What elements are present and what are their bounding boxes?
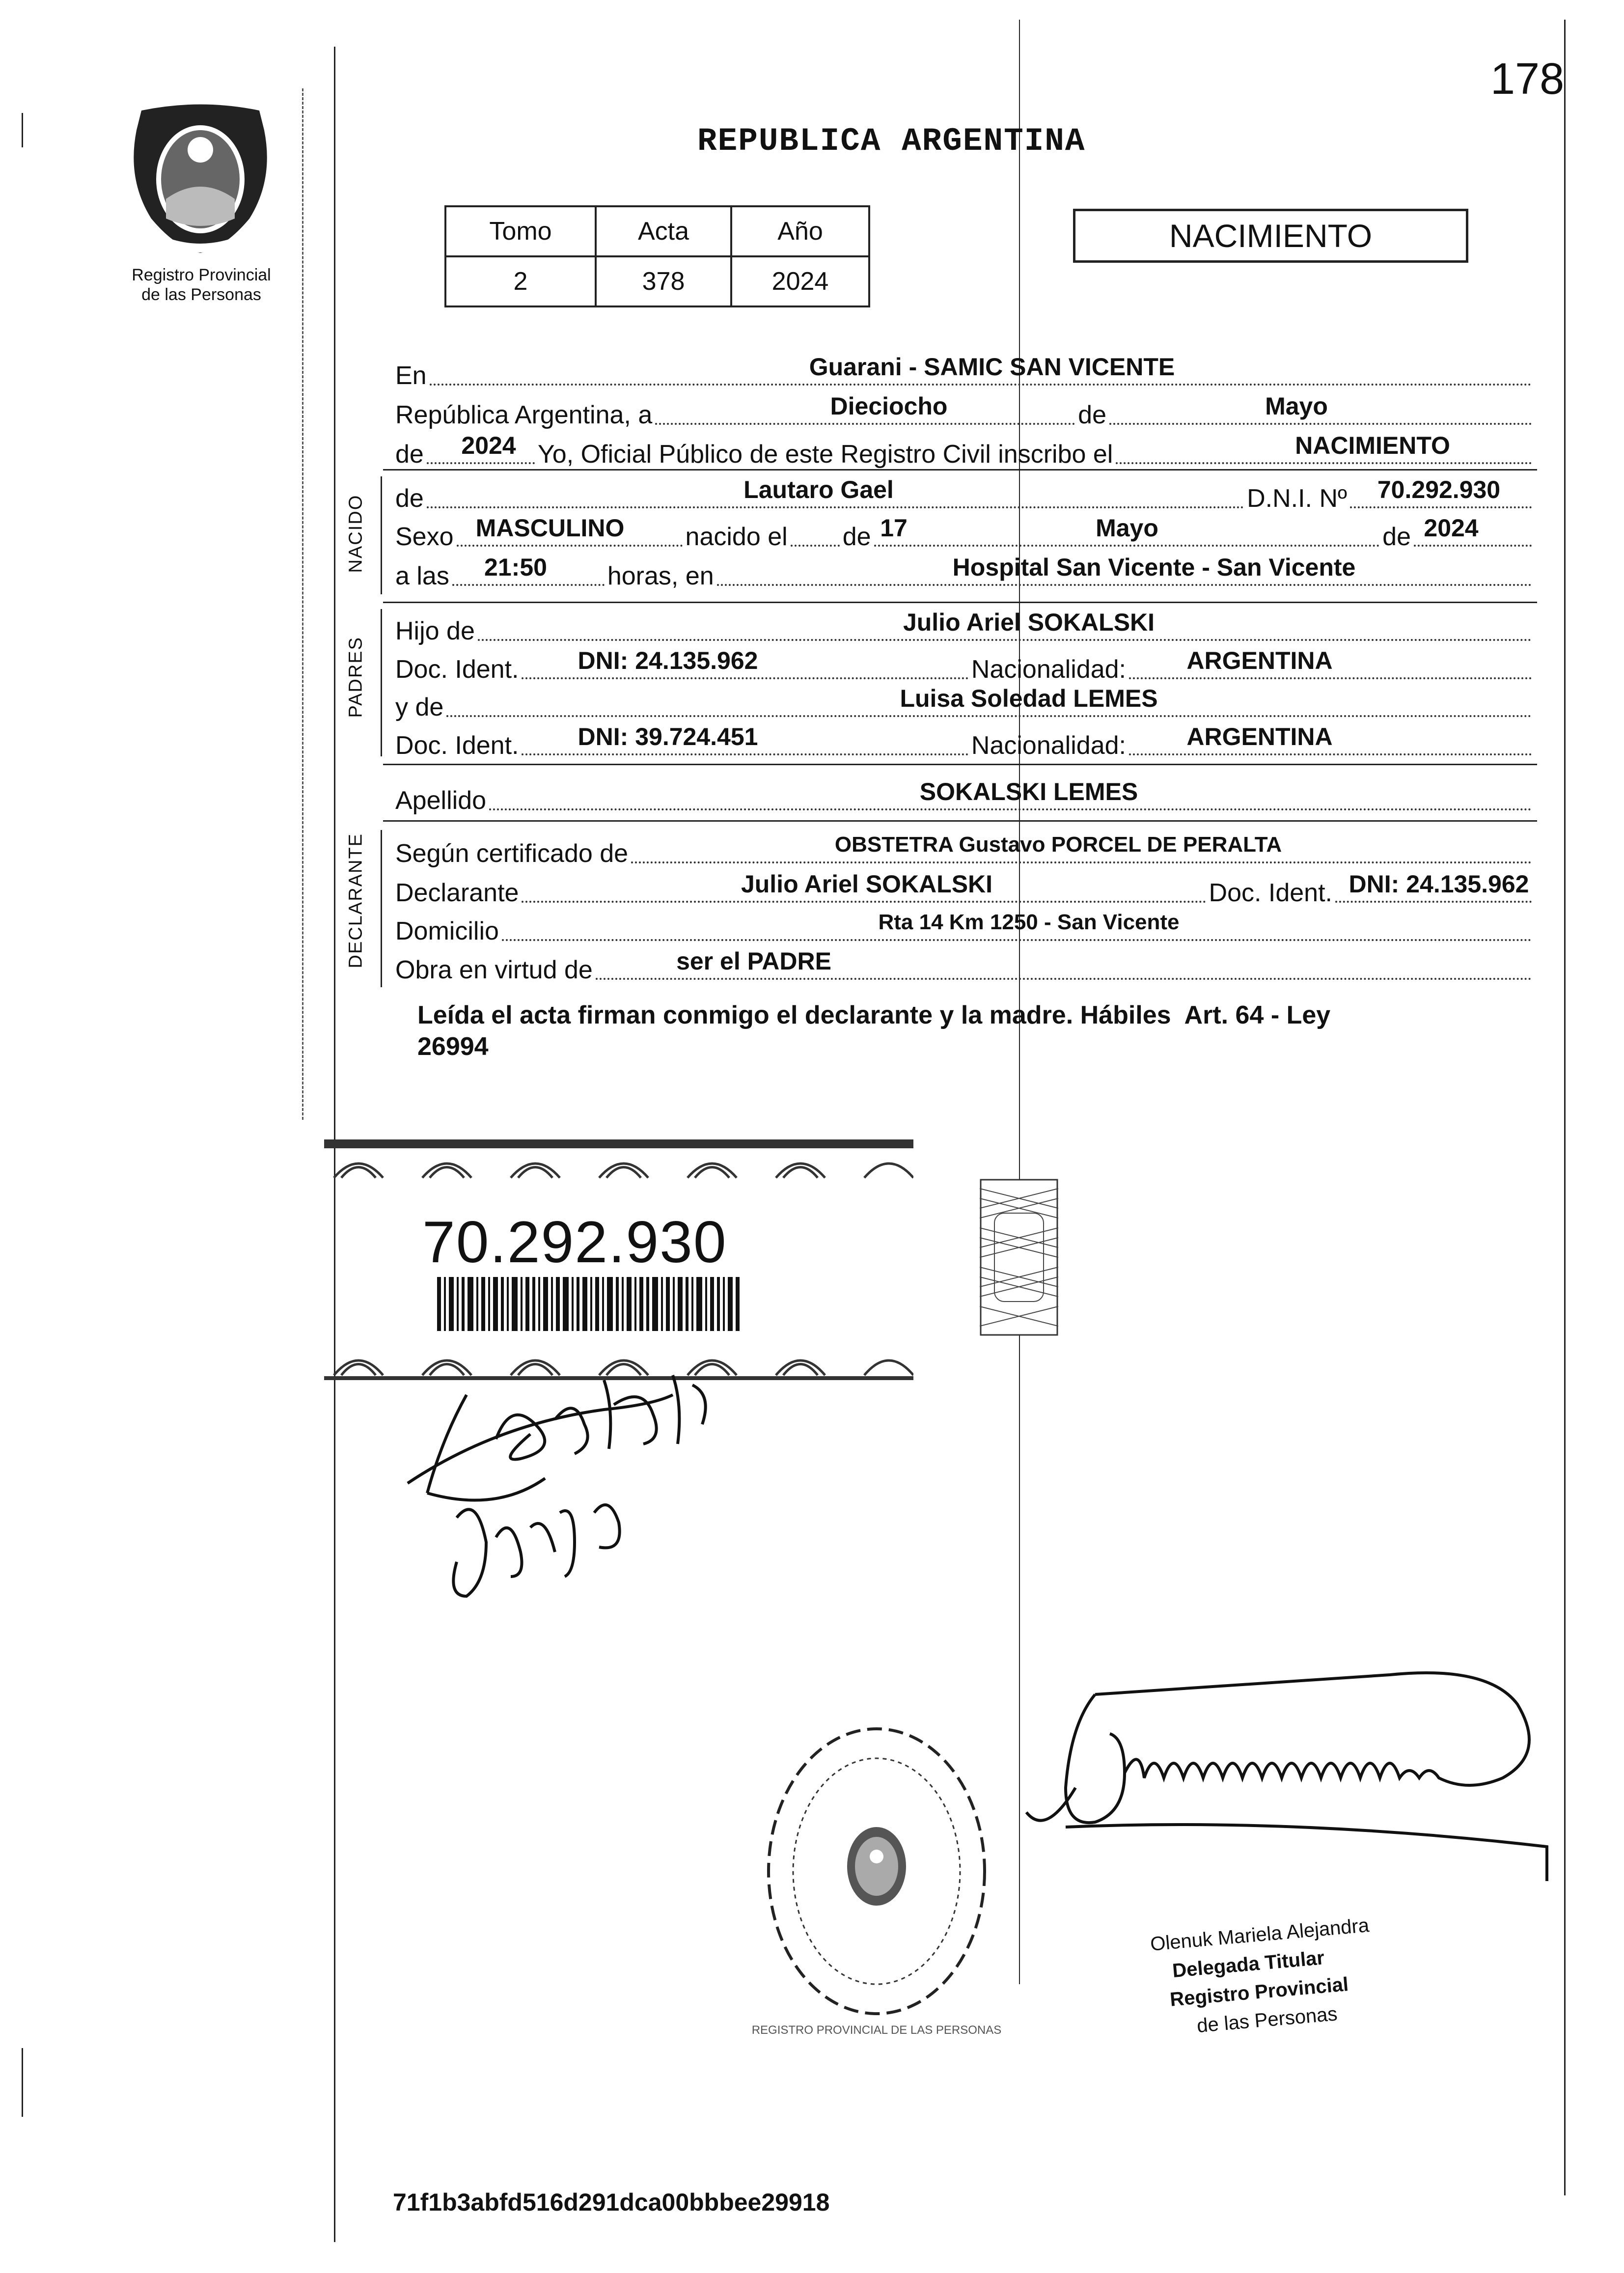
declarante-doc-value: DNI: 24.135.962: [1349, 870, 1529, 898]
row-oficial: [395, 432, 1535, 469]
document-type: NACIMIENTO: [1169, 218, 1373, 254]
right-margin-line: [1564, 20, 1566, 2195]
de3-label: de: [395, 484, 424, 513]
logo-caption-line2: de las Personas: [141, 285, 261, 304]
acto-value: NACIMIENTO: [1295, 432, 1450, 459]
provincial-coat-of-arms-logo: [127, 101, 274, 258]
dni-dotted-line: [1350, 506, 1532, 508]
hora-dotted-line: [452, 584, 605, 586]
row-padre-doc: [395, 647, 1535, 684]
nac-anio-value: 2024: [1424, 514, 1479, 542]
row-declarante: [395, 870, 1535, 908]
row-hijo-de: [395, 609, 1535, 646]
apellido-dotted-line: [489, 808, 1532, 810]
document-hash: 71f1b3abfd516d291dca00bbbee29918: [393, 2189, 830, 2216]
acto-dotted-line: [1116, 462, 1532, 464]
tomo-value: 2: [445, 256, 596, 306]
doc-ident3-label: Doc. Ident.: [1209, 879, 1332, 907]
declarante-bracket: [381, 830, 382, 987]
declarante-doc-dotted-line: [1335, 901, 1532, 903]
apellido-value: SOKALSKI LEMES: [919, 778, 1138, 805]
official-signature: [997, 1665, 1557, 1940]
section-label-nacido: NACIDO: [345, 494, 366, 573]
republica-label: República Argentina, a: [395, 401, 653, 429]
hijo-de-label: Hijo de: [395, 617, 475, 645]
sticker-top-pattern: [324, 1139, 913, 1179]
sexo-value: MASCULINO: [475, 514, 625, 542]
official-round-seal: [754, 1719, 999, 2024]
dia-value: Dieciocho: [830, 392, 948, 420]
oficial-text: Yo, Oficial Público de este Registro Civil inscribo el: [537, 440, 1113, 469]
lugar-value: Hospital San Vicente - San Vicente: [952, 554, 1356, 581]
de4-label: de: [842, 523, 871, 551]
nacionalidad-label: Nacionalidad:: [971, 655, 1126, 684]
hora-value: 21:50: [484, 554, 547, 581]
madre-doc-value: DNI: 39.724.451: [578, 723, 758, 750]
sexo-dotted-line: [457, 545, 683, 547]
padre-doc-dotted-line: [522, 677, 968, 679]
de2-label: de: [395, 440, 424, 469]
country-title: REPUBLICA ARGENTINA: [697, 123, 1086, 160]
row-y-de: [395, 685, 1535, 722]
lugar-dotted-line: [717, 584, 1532, 586]
nac-dia-dotted-line: [791, 545, 840, 547]
padre-nac-value: ARGENTINA: [1186, 647, 1333, 674]
nombre-value: Lautaro Gael: [743, 476, 894, 503]
mes-dotted-line: [1109, 423, 1532, 425]
closing-line-1: Leída el acta firman conmigo el declarante y la madre. Hábiles Art. 64 - Ley: [417, 1001, 1331, 1029]
certificado-value: OBSTETRA Gustavo PORCEL DE PERALTA: [834, 832, 1282, 857]
row-en: [395, 353, 1535, 390]
doc-ident-label: Doc. Ident.: [395, 655, 519, 684]
section-label-declarante: DECLARANTE: [345, 833, 366, 969]
de-label: de: [1078, 401, 1106, 429]
nacido-bracket: [381, 476, 382, 594]
row-apellido: [395, 778, 1535, 815]
obra-label: Obra en virtud de: [395, 956, 593, 984]
page-number: 178: [1490, 55, 1565, 104]
madre-nac-value: ARGENTINA: [1186, 723, 1333, 750]
logo-caption: [98, 265, 304, 305]
row-sexo: [395, 514, 1535, 552]
row-nombre: [395, 476, 1535, 513]
official-stamp: [1149, 1911, 1377, 2044]
horas-en-label: horas, en: [607, 562, 714, 590]
nac-mes-value: Mayo: [1096, 514, 1158, 542]
anio-header: Año: [731, 206, 869, 256]
row-hora: [395, 554, 1535, 591]
tomo-header: Tomo: [445, 206, 596, 256]
anio-value: 2024: [461, 432, 516, 459]
en-value: Guarani - SAMIC SAN VICENTE: [809, 353, 1175, 381]
document-type-box: [1073, 209, 1468, 263]
madre-nac-dotted-line: [1129, 753, 1532, 755]
padre-doc-value: DNI: 24.135.962: [578, 647, 758, 674]
nac-dia-value: 17: [880, 514, 908, 542]
anio-dotted-line: [427, 462, 535, 464]
section-divider-4: [383, 820, 1537, 822]
republica-dotted-line: [655, 423, 1075, 425]
doc-ident2-label: Doc. Ident.: [395, 731, 519, 760]
acta-header: Acta: [596, 206, 731, 256]
far-left-mark: [22, 113, 23, 147]
declarante-label: Declarante: [395, 879, 519, 907]
record-number-table: [444, 205, 870, 307]
y-de-label: y de: [395, 693, 444, 721]
declarante-dotted-line: [522, 901, 1206, 903]
madre-value: Luisa Soledad LEMES: [900, 685, 1158, 712]
official-office-line1: Registro Provincial: [1169, 1973, 1349, 2011]
section-divider-3: [383, 764, 1537, 765]
row-certificado: [395, 832, 1535, 868]
domicilio-dotted-line: [502, 939, 1532, 941]
row-madre-doc: [395, 723, 1535, 760]
declarante-value: Julio Ariel SOKALSKI: [741, 870, 993, 898]
official-name: Olenuk Mariela Alejandra: [1149, 1914, 1370, 1955]
far-left-mark-bottom: [22, 2048, 23, 2117]
barcode-number: 70.292.930: [422, 1209, 727, 1275]
dni-value: 70.292.930: [1377, 476, 1501, 503]
padre-dotted-line: [478, 639, 1532, 641]
security-hologram: [980, 1179, 1058, 1336]
left-margin-dashed-line: [302, 88, 303, 1120]
de5-label: de: [1382, 523, 1411, 551]
apellido-label: Apellido: [395, 786, 487, 815]
acta-value: 378: [596, 256, 731, 306]
madre-doc-dotted-line: [522, 753, 968, 755]
en-dotted-line: [430, 384, 1532, 386]
barcode-bars: [437, 1277, 742, 1331]
a-las-label: a las: [395, 562, 449, 590]
official-office-line2: de las Personas: [1196, 2003, 1339, 2037]
mes-value: Mayo: [1265, 392, 1328, 420]
domicilio-label: Domicilio: [395, 917, 499, 945]
obra-dotted-line: [596, 978, 1532, 980]
section-divider-1: [383, 469, 1537, 471]
section-divider-2: [383, 602, 1537, 603]
en-label: En: [395, 361, 427, 390]
declarant-signature: [398, 1365, 800, 1640]
padres-bracket: [381, 609, 382, 756]
section-label-padres: PADRES: [345, 637, 366, 718]
row-obra: [395, 947, 1535, 985]
official-title: Delegada Titular: [1171, 1947, 1325, 1982]
anio-value: 2024: [731, 256, 869, 306]
barcode-sticker: [324, 1139, 913, 1385]
padre-value: Julio Ariel SOKALSKI: [903, 609, 1155, 636]
padre-nac-dotted-line: [1129, 677, 1532, 679]
nacido-el-label: nacido el: [685, 523, 788, 551]
official-seal-text: REGISTRO PROVINCIAL DE LAS PERSONAS: [751, 2024, 1002, 2037]
domicilio-value: Rta 14 Km 1250 - San Vicente: [878, 910, 1180, 934]
madre-dotted-line: [446, 715, 1532, 717]
nac-anio-dotted-line: [1414, 545, 1532, 547]
row-republica: [395, 392, 1535, 430]
row-domicilio: [395, 910, 1535, 946]
nac-mes-dotted-line: [874, 545, 1380, 547]
dni-label: D.N.I. Nº: [1247, 484, 1347, 513]
certificado-dotted-line: [631, 861, 1532, 863]
closing-line-2: 26994: [417, 1032, 489, 1061]
closing-text: [417, 999, 1532, 1062]
nacionalidad2-label: Nacionalidad:: [971, 731, 1126, 760]
sexo-label: Sexo: [395, 523, 454, 551]
logo-caption-line1: Registro Provincial: [132, 266, 271, 284]
obra-value: ser el PADRE: [676, 947, 831, 975]
certificado-label: Según certificado de: [395, 839, 629, 868]
nombre-dotted-line: [427, 506, 1244, 508]
